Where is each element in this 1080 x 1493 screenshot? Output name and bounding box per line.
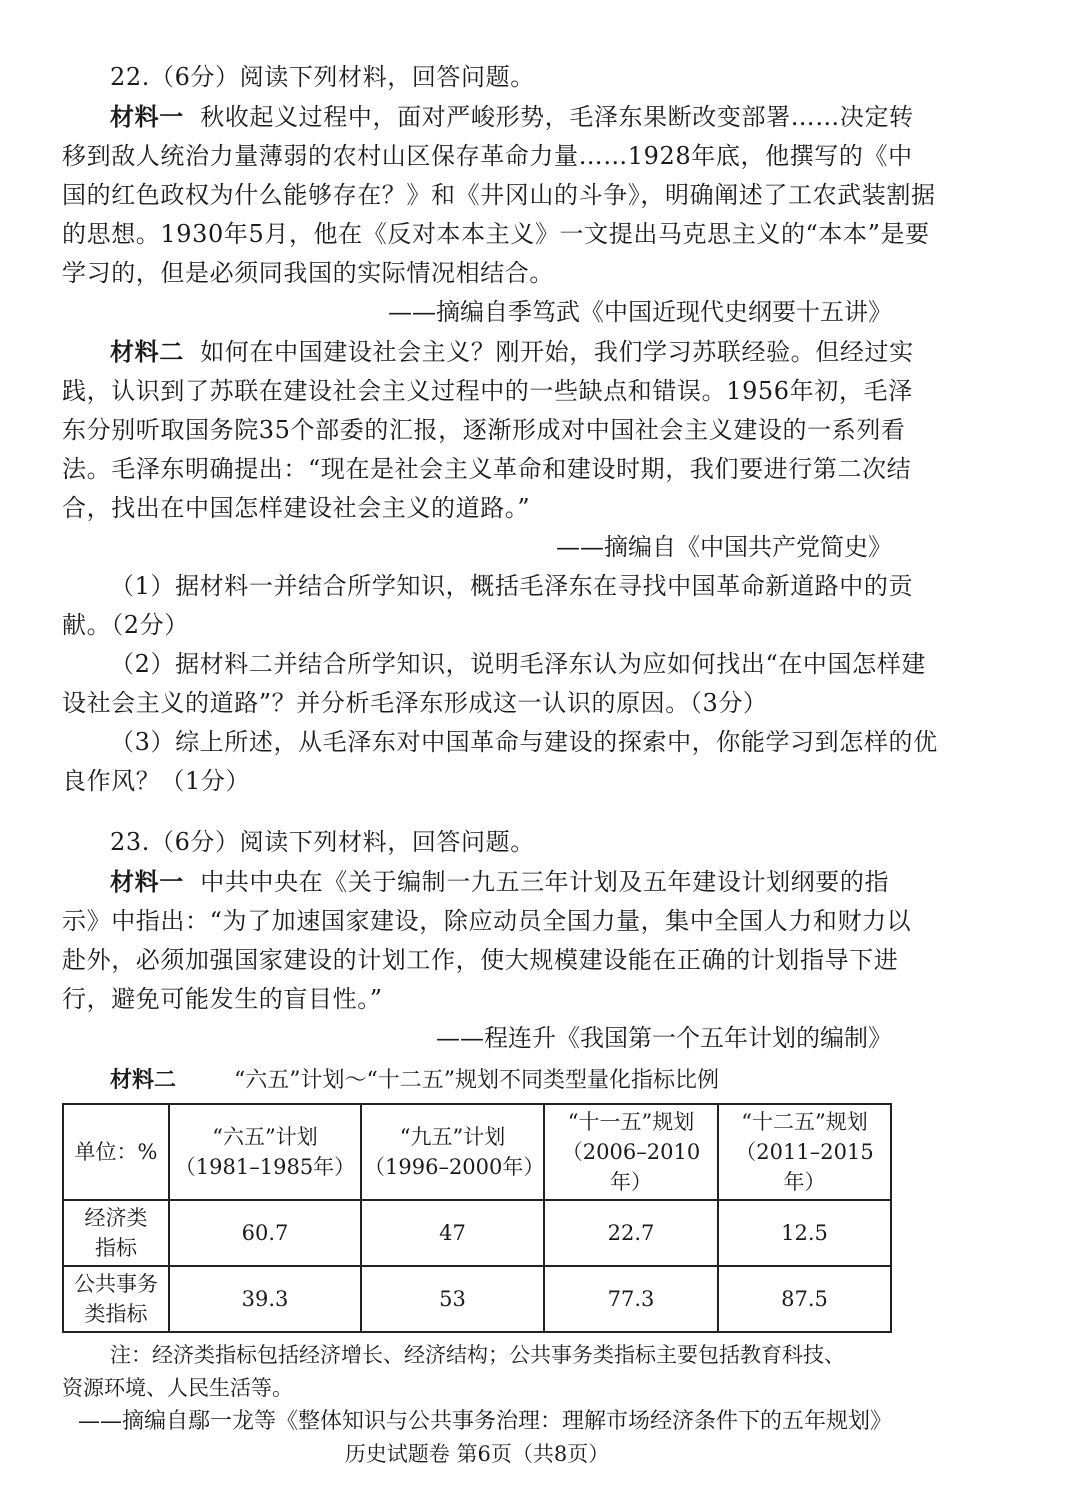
q22-material-2-label: 材料二	[110, 337, 184, 366]
q23-material-2-label: 材料二	[110, 1067, 177, 1093]
column-name: “十二五”规划	[741, 1110, 868, 1134]
table-cell: 53	[361, 1266, 544, 1332]
q22-material-2-line: 东分别听取国务院35个部委的汇报，逐渐形成对中国社会主义建设的一系列看	[62, 416, 906, 444]
q22-material-2-line: 合，找出在中国怎样建设社会主义的道路。”	[62, 494, 531, 522]
q22-material-1-source: ——摘编自季笃武《中国近现代史纲要十五讲》	[388, 298, 892, 326]
q22-material-1-label: 材料一	[110, 102, 184, 131]
q23-material-1-line: 赴外，必须加强国家建设的计划工作，使大规模建设能在正确的计划指导下进	[62, 946, 899, 974]
q22-question-1-cont: 献。（2分）	[62, 611, 189, 639]
q23-material-2-title: “六五”计划～“十二五”规划不同类型量化指标比例	[234, 1068, 720, 1093]
table-cell: 87.5	[718, 1266, 891, 1332]
q22-material-1-line	[62, 97, 914, 137]
q23-material-1-label: 材料一	[110, 867, 184, 896]
q22-question-2: （2）据材料二并结合所学知识，说明毛泽东认为应如何找出“在中国怎样建	[110, 650, 926, 678]
q22-material-1-line: 移到敌人统治力量薄弱的农村山区保存革命力量……1928年底，他撰写的《中	[62, 142, 913, 170]
row-label-line: 类指标	[84, 1302, 148, 1326]
table-unit-cell: 单位：%	[63, 1104, 169, 1200]
table-cell: 60.7	[169, 1200, 361, 1266]
q23-material-1-source: ——程连升《我国第一个五年计划的编制》	[436, 1024, 892, 1052]
table-column-header	[361, 1104, 544, 1200]
table-cell: 39.3	[169, 1266, 361, 1332]
q22-material-2-text: 如何在中国建设社会主义？刚开始，我们学习苏联经验。但经过实	[200, 338, 914, 366]
q23-material-1-line: 行，避免可能发生的盲目性。”	[62, 985, 383, 1013]
column-years: （2011–2015年）	[735, 1140, 874, 1194]
row-label	[63, 1200, 169, 1266]
section-gap	[62, 801, 892, 823]
q23-material-2-source: ——摘编自鄢一龙等《整体知识与公共事务治理：理解市场经济条件下的五年规划》	[77, 1409, 892, 1434]
q22-question-3-cont: 良作风？（1分）	[62, 767, 251, 795]
q22-material-2-line: 践，认识到了苏联在建设社会主义过程中的一些缺点和错误。1956年初，毛泽	[62, 377, 913, 405]
table-column-header	[169, 1104, 361, 1200]
exam-page	[62, 58, 938, 1469]
column-name: “六五”计划	[212, 1125, 318, 1149]
q23-material-1-text: 中共中央在《关于编制一九五三年计划及五年建设计划纲要的指	[200, 868, 890, 896]
table-cell: 47	[361, 1200, 544, 1266]
column-years: （2006–2010年）	[561, 1140, 701, 1194]
q22-header: 22.（6分）阅读下列材料，回答问题。	[110, 63, 535, 91]
table-row	[63, 1200, 891, 1266]
table-row	[63, 1266, 891, 1332]
table-column-header	[544, 1104, 718, 1200]
table-header-row	[63, 1104, 891, 1200]
q22-material-2-line: 法。毛泽东明确提出：“现在是社会主义革命和建设时期，我们要进行第二次结	[62, 455, 912, 483]
table-note-cont: 资源环境、人民生活等。	[62, 1376, 293, 1400]
table-cell: 77.3	[544, 1266, 718, 1332]
column-name: “十一五”规划	[567, 1110, 695, 1134]
table-cell: 22.7	[544, 1200, 718, 1266]
q22-material-2-line	[62, 332, 914, 372]
q22-material-1-line: 学习的，但是必须同我国的实际情况相结合。	[62, 259, 554, 287]
q22-material-1-text: 秋收起义过程中，面对严峻形势，毛泽东果断改变部署……决定转	[200, 103, 914, 131]
q22-question-1: （1）据材料一并结合所学知识，概括毛泽东在寻找中国革命新道路中的贡	[110, 572, 914, 600]
q22-material-2-source: ——摘编自《中国共产党简史》	[556, 533, 892, 561]
table-column-header	[718, 1104, 891, 1200]
indicator-table	[62, 1103, 892, 1333]
q23-material-2-title-line	[62, 1062, 892, 1099]
column-years: （1981–1985年）	[174, 1155, 356, 1179]
q22-question-3: （3）综上所述，从毛泽东对中国革命与建设的探索中，你能学习到怎样的优	[110, 728, 938, 756]
column-name: “九五”计划	[399, 1125, 506, 1149]
table-note: 注：经济类指标包括经济增长、经济结构；公共事务类指标主要包括教育科技、	[110, 1343, 845, 1367]
q23-material-1-line: 示》中指出：“为了加速国家建设，除应动员全国力量，集中全国人力和财力以	[62, 907, 912, 935]
q22-question-2-cont: 设社会主义的道路”？并分析毛泽东形成这一认识的原因。（3分）	[62, 689, 768, 717]
q23-header: 23.（6分）阅读下列材料，回答问题。	[110, 828, 535, 856]
q23-material-1-line	[62, 862, 892, 902]
page-footer: 历史试题卷 第6页（共8页）	[344, 1442, 610, 1466]
row-label-line: 公共事务	[74, 1272, 158, 1296]
table-cell: 12.5	[718, 1200, 891, 1266]
row-label-line: 指标	[95, 1236, 137, 1260]
row-label-line: 经济类	[84, 1206, 148, 1230]
q22-material-1-line: 国的红色政权为什么能够存在？》和《井冈山的斗争》，明确阐述了工农武装割据	[62, 181, 936, 209]
row-label	[63, 1266, 169, 1332]
column-years: （1996–2000年）	[364, 1155, 545, 1179]
q22-material-1-line: 的思想。1930年5月，他在《反对本本主义》一文提出马克思主义的“本本”是要	[62, 220, 930, 248]
